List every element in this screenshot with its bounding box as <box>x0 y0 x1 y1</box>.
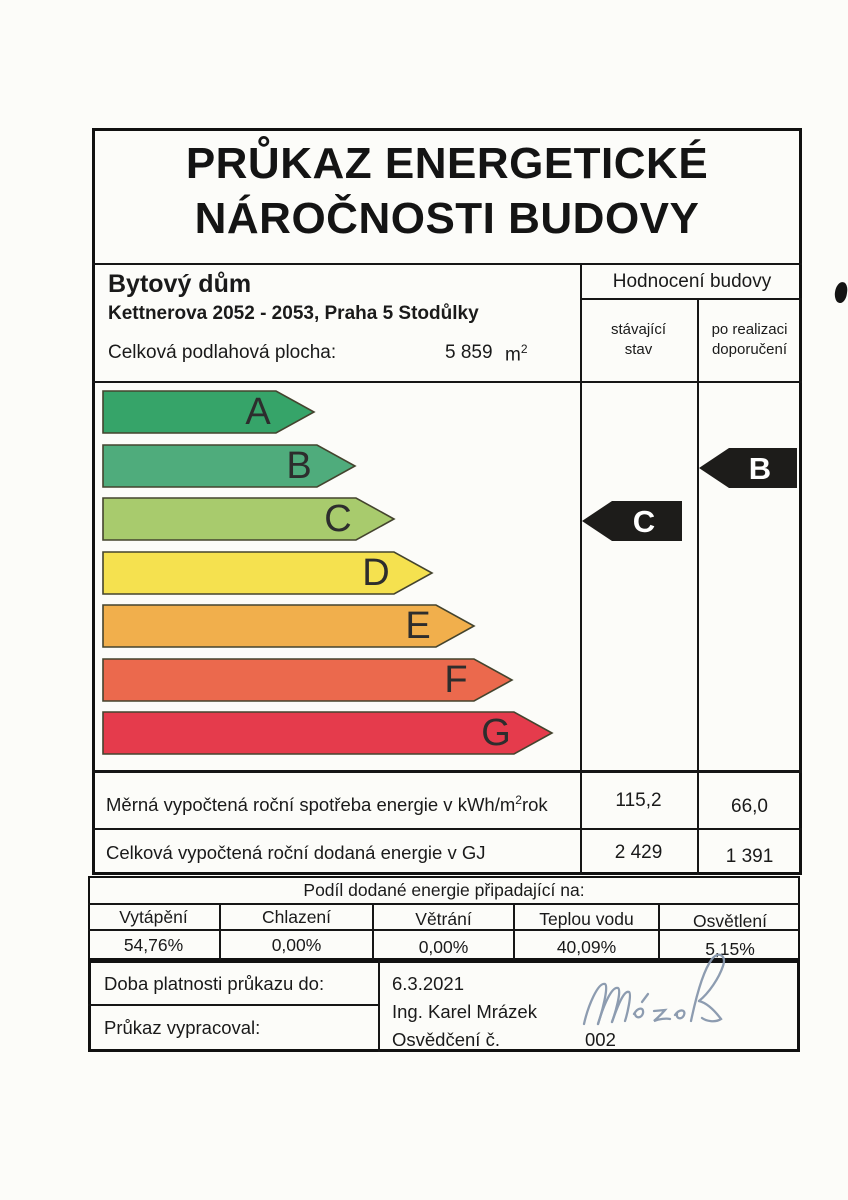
specific-consumption-recommended: 66,0 <box>731 796 768 817</box>
svg-text:F: F <box>444 659 468 701</box>
column-recommended-header <box>697 306 802 360</box>
share-label-heating: Vytápění <box>119 907 188 927</box>
label-post: rok <box>521 794 548 816</box>
rating-header-divider <box>580 298 802 300</box>
info-bars-divider <box>92 381 802 383</box>
scan-ink-blob <box>834 281 848 303</box>
scale-bar-e <box>102 604 476 648</box>
current-header-line1: stávající <box>610 321 667 338</box>
validity-value: 6.3.2021 <box>392 973 465 994</box>
svg-text:G: G <box>481 712 511 754</box>
floor-area-unit <box>505 342 528 366</box>
validity-label: Doba platnosti průkazu do: <box>104 973 325 994</box>
scale-bar-g <box>102 711 554 755</box>
share-label-cooling: Chlazení <box>261 907 332 927</box>
scale-bar-d <box>102 551 434 595</box>
floor-area-value: 5 859 <box>445 342 493 363</box>
scale-bar-b <box>102 444 357 488</box>
scale-bar-f <box>102 658 514 702</box>
label-sup: 2 <box>515 793 522 807</box>
svg-text:D: D <box>362 552 390 594</box>
author-label: Průkaz vypracoval: <box>104 1017 261 1038</box>
share-label-hot-water: Teplou vodu <box>539 909 634 929</box>
scale-bar-a <box>102 390 316 434</box>
share-value-lighting: 5,15% <box>705 939 755 959</box>
recommended-rating-marker <box>697 446 799 490</box>
total-energy-current: 2 429 <box>614 842 663 863</box>
share-value-cooling: 0,00% <box>271 935 322 955</box>
total-energy-recommended: 1 391 <box>725 846 774 867</box>
certificate-number-value: 002 <box>585 1029 616 1050</box>
unit-sup: 2 <box>520 342 528 356</box>
certificate-title-line1: PRŮKAZ ENERGETICKÉ <box>185 139 709 188</box>
label-text: Celková vypočtená roční dodaná energie v GJ <box>106 842 486 863</box>
floor-area-label: Celková podlahová plocha: <box>108 342 337 363</box>
share-value-hot-water: 40,09% <box>556 937 617 957</box>
share-value-ventilation: 0,00% <box>418 937 469 957</box>
certificate-number-label: Osvědčení č. <box>392 1029 500 1050</box>
current-header-line2: stav <box>624 341 653 358</box>
footer-col-divider <box>378 960 380 1052</box>
current-rating-letter: C <box>632 504 656 539</box>
recommended-rating-letter: B <box>748 451 772 486</box>
svg-text:B: B <box>286 445 312 487</box>
specific-consumption-label <box>106 773 576 828</box>
energy-share-title: Podíl dodané energie připadající na: <box>303 880 585 900</box>
scale-bar-c <box>102 497 396 541</box>
unit-base: m <box>505 344 521 366</box>
author-name: Ing. Karel Mrázek <box>392 1001 537 1022</box>
building-address: Kettnerova 2052 - 2053, Praha 5 Stodůlky <box>108 303 479 324</box>
recommended-header-line1: po realizaci <box>711 321 788 338</box>
column-current-header <box>580 306 697 360</box>
specific-consumption-current: 115,2 <box>615 790 662 811</box>
share-value-heating: 54,76% <box>123 935 184 955</box>
svg-text:E: E <box>405 605 431 647</box>
rating-header-title: Hodnocení budovy <box>612 271 772 292</box>
current-rating-marker <box>580 499 684 543</box>
share-label-lighting: Osvětlení <box>693 911 767 931</box>
label-text: Měrná vypočtená roční spotřeba energie v kWh/m <box>106 794 516 816</box>
svg-text:A: A <box>245 391 271 433</box>
certificate-title-line2: NÁROČNOSTI BUDOVY <box>194 194 700 243</box>
svg-text:C: C <box>324 498 352 540</box>
total-energy-label <box>106 830 576 875</box>
building-type: Bytový dům <box>108 270 252 298</box>
recommended-header-line2: doporučení <box>711 341 788 358</box>
signature <box>578 950 753 1042</box>
share-label-ventilation: Větrání <box>415 909 472 929</box>
